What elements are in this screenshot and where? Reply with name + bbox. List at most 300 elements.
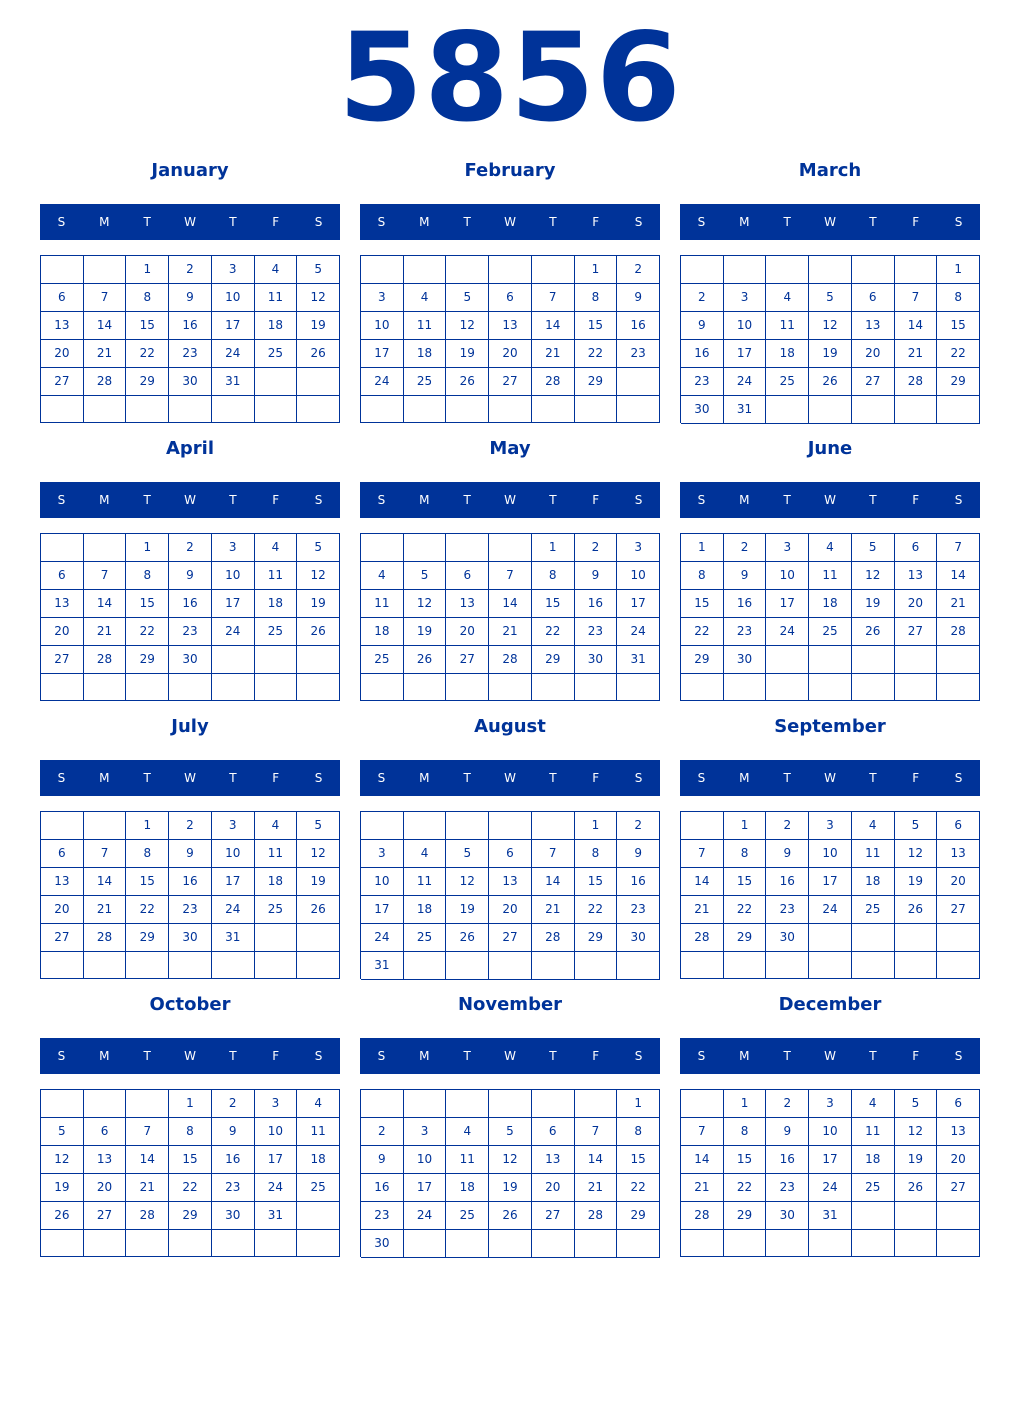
day-cell: 9 <box>724 562 767 590</box>
day-cell: 28 <box>681 1202 724 1230</box>
day-cell: 14 <box>681 1146 724 1174</box>
day-cell: 10 <box>361 868 404 896</box>
weekday-label: M <box>99 1049 110 1063</box>
day-cell: 7 <box>681 840 724 868</box>
empty-day-cell <box>41 534 84 562</box>
day-cell: 7 <box>84 840 127 868</box>
day-cell: 15 <box>724 868 767 896</box>
day-cell: 3 <box>361 840 404 868</box>
empty-day-cell <box>895 1230 938 1257</box>
day-cell: 27 <box>489 924 532 952</box>
empty-day-cell <box>617 952 660 980</box>
day-cell: 22 <box>126 340 169 368</box>
empty-day-cell <box>852 952 895 979</box>
day-cell: 25 <box>255 618 298 646</box>
day-cell: 21 <box>937 590 980 618</box>
day-grid <box>40 533 340 701</box>
empty-day-cell <box>361 534 404 562</box>
day-cell: 25 <box>255 340 298 368</box>
day-grid <box>680 1089 980 1257</box>
day-cell: 1 <box>724 1090 767 1118</box>
weekday-label: T <box>783 1049 791 1063</box>
weekday-label: W <box>824 215 836 229</box>
day-cell: 17 <box>361 340 404 368</box>
day-cell: 21 <box>84 618 127 646</box>
day-cell: 25 <box>297 1174 340 1202</box>
day-cell: 2 <box>361 1118 404 1146</box>
weekday-label: W <box>184 215 196 229</box>
day-cell: 3 <box>766 534 809 562</box>
empty-day-cell <box>532 1230 575 1258</box>
weekday-label: W <box>184 771 196 785</box>
weekday-label: F <box>592 215 600 229</box>
empty-day-cell <box>446 396 489 423</box>
day-cell: 8 <box>126 562 169 590</box>
day-cell: 24 <box>212 618 255 646</box>
month-name: March <box>798 160 862 181</box>
weekday-label: T <box>549 215 557 229</box>
day-cell: 14 <box>937 562 980 590</box>
weekday-label: T <box>143 771 151 785</box>
empty-day-cell <box>895 924 938 952</box>
day-cell: 11 <box>766 312 809 340</box>
empty-day-cell <box>681 1090 724 1118</box>
empty-day-cell <box>446 1090 489 1118</box>
weekday-label: S <box>314 771 323 785</box>
day-grid <box>360 1089 660 1257</box>
empty-day-cell <box>41 674 84 701</box>
day-cell: 30 <box>169 924 212 952</box>
day-cell: 1 <box>937 256 980 284</box>
day-cell: 24 <box>255 1174 298 1202</box>
day-cell: 5 <box>404 562 447 590</box>
year-title: 5856 <box>338 7 682 149</box>
day-cell: 5 <box>852 534 895 562</box>
day-cell: 20 <box>41 896 84 924</box>
empty-day-cell <box>681 1230 724 1257</box>
weekday-label: M <box>419 771 430 785</box>
day-cell: 20 <box>446 618 489 646</box>
empty-day-cell <box>681 674 724 701</box>
day-cell: 13 <box>532 1146 575 1174</box>
day-cell: 2 <box>766 1090 809 1118</box>
empty-day-cell <box>41 812 84 840</box>
day-cell: 16 <box>169 590 212 618</box>
empty-day-cell <box>895 396 938 424</box>
day-cell: 12 <box>489 1146 532 1174</box>
day-cell: 21 <box>532 340 575 368</box>
day-cell: 17 <box>212 590 255 618</box>
day-cell: 15 <box>617 1146 660 1174</box>
weekday-header <box>360 204 660 240</box>
day-cell: 5 <box>297 256 340 284</box>
day-cell: 10 <box>255 1118 298 1146</box>
day-cell: 9 <box>169 562 212 590</box>
day-cell: 4 <box>766 284 809 312</box>
day-cell: 1 <box>575 812 618 840</box>
weekday-label: S <box>377 771 386 785</box>
day-cell: 22 <box>169 1174 212 1202</box>
day-cell: 21 <box>681 896 724 924</box>
empty-day-cell <box>361 1090 404 1118</box>
empty-day-cell <box>575 952 618 980</box>
day-cell: 29 <box>724 1202 767 1230</box>
day-cell: 10 <box>212 840 255 868</box>
day-cell: 8 <box>724 840 767 868</box>
empty-day-cell <box>361 396 404 423</box>
day-cell: 4 <box>446 1118 489 1146</box>
day-cell: 17 <box>212 868 255 896</box>
empty-day-cell <box>169 396 212 423</box>
day-cell: 6 <box>489 284 532 312</box>
day-cell: 24 <box>361 924 404 952</box>
day-cell: 15 <box>126 312 169 340</box>
weekday-label: F <box>592 1049 600 1063</box>
day-cell: 9 <box>766 840 809 868</box>
day-cell: 23 <box>212 1174 255 1202</box>
weekday-header <box>360 1038 660 1074</box>
day-cell: 26 <box>852 618 895 646</box>
weekday-label: S <box>697 1049 706 1063</box>
day-cell: 13 <box>937 1118 980 1146</box>
day-cell: 8 <box>532 562 575 590</box>
day-cell: 21 <box>681 1174 724 1202</box>
day-cell: 27 <box>895 618 938 646</box>
day-cell: 25 <box>766 368 809 396</box>
day-cell: 18 <box>255 312 298 340</box>
day-cell: 1 <box>126 534 169 562</box>
empty-day-cell <box>404 534 447 562</box>
day-cell: 12 <box>446 312 489 340</box>
empty-day-cell <box>766 952 809 979</box>
month-name: June <box>807 438 853 459</box>
day-cell: 14 <box>84 312 127 340</box>
day-cell: 30 <box>361 1230 404 1258</box>
day-cell: 29 <box>617 1202 660 1230</box>
weekday-label: S <box>634 771 643 785</box>
weekday-label: W <box>504 771 516 785</box>
day-cell: 27 <box>489 368 532 396</box>
day-cell: 20 <box>852 340 895 368</box>
day-cell: 21 <box>84 340 127 368</box>
day-cell: 28 <box>84 646 127 674</box>
day-cell: 27 <box>937 896 980 924</box>
day-cell: 13 <box>489 868 532 896</box>
weekday-label: T <box>229 771 237 785</box>
empty-day-cell <box>255 952 298 979</box>
day-cell: 14 <box>489 590 532 618</box>
day-cell: 13 <box>41 590 84 618</box>
day-cell: 3 <box>809 812 852 840</box>
month-name: August <box>474 716 546 737</box>
day-cell: 31 <box>809 1202 852 1230</box>
day-cell: 30 <box>681 396 724 424</box>
day-cell: 26 <box>895 896 938 924</box>
day-cell: 7 <box>532 840 575 868</box>
empty-day-cell <box>84 1230 127 1257</box>
day-cell: 12 <box>852 562 895 590</box>
weekday-label: F <box>592 771 600 785</box>
empty-day-cell <box>404 396 447 423</box>
weekday-label: F <box>912 1049 920 1063</box>
day-cell: 19 <box>297 312 340 340</box>
weekday-label: T <box>549 493 557 507</box>
day-cell: 28 <box>532 924 575 952</box>
weekday-label: S <box>57 215 66 229</box>
day-cell: 23 <box>169 896 212 924</box>
day-cell: 20 <box>84 1174 127 1202</box>
weekday-label: S <box>377 215 386 229</box>
day-cell: 27 <box>852 368 895 396</box>
day-cell: 20 <box>895 590 938 618</box>
day-cell: 6 <box>446 562 489 590</box>
day-cell: 8 <box>617 1118 660 1146</box>
day-cell: 17 <box>617 590 660 618</box>
day-cell: 30 <box>766 924 809 952</box>
day-cell: 25 <box>404 924 447 952</box>
day-cell: 17 <box>255 1146 298 1174</box>
day-cell: 28 <box>532 368 575 396</box>
empty-day-cell <box>809 674 852 701</box>
day-cell: 8 <box>937 284 980 312</box>
day-cell: 11 <box>255 284 298 312</box>
empty-day-cell <box>532 256 575 284</box>
day-cell: 17 <box>212 312 255 340</box>
day-cell: 26 <box>446 368 489 396</box>
empty-day-cell <box>852 674 895 701</box>
day-cell: 14 <box>84 868 127 896</box>
day-cell: 23 <box>169 618 212 646</box>
empty-day-cell <box>809 952 852 979</box>
day-cell: 26 <box>297 896 340 924</box>
weekday-label: T <box>229 215 237 229</box>
empty-day-cell <box>532 396 575 423</box>
weekday-label: T <box>869 771 877 785</box>
day-cell: 18 <box>255 868 298 896</box>
day-cell: 26 <box>41 1202 84 1230</box>
empty-day-cell <box>41 256 84 284</box>
day-cell: 7 <box>489 562 532 590</box>
day-cell: 2 <box>617 812 660 840</box>
day-cell: 13 <box>41 312 84 340</box>
empty-day-cell <box>895 674 938 701</box>
empty-day-cell <box>255 1230 298 1257</box>
day-cell: 6 <box>895 534 938 562</box>
day-cell: 4 <box>852 812 895 840</box>
day-cell: 22 <box>937 340 980 368</box>
day-cell: 4 <box>852 1090 895 1118</box>
weekday-label: M <box>739 215 750 229</box>
day-cell: 1 <box>532 534 575 562</box>
day-grid <box>360 255 660 423</box>
empty-day-cell <box>446 674 489 701</box>
day-cell: 11 <box>361 590 404 618</box>
month-name: May <box>489 438 531 459</box>
day-cell: 29 <box>575 368 618 396</box>
day-cell: 18 <box>404 340 447 368</box>
empty-day-cell <box>617 1230 660 1258</box>
day-cell: 31 <box>361 952 404 980</box>
empty-day-cell <box>532 812 575 840</box>
day-cell: 1 <box>126 812 169 840</box>
day-cell: 5 <box>489 1118 532 1146</box>
day-cell: 19 <box>852 590 895 618</box>
day-cell: 25 <box>255 896 298 924</box>
empty-day-cell <box>297 368 340 396</box>
day-cell: 4 <box>361 562 404 590</box>
day-cell: 2 <box>169 256 212 284</box>
day-cell: 15 <box>937 312 980 340</box>
day-cell: 2 <box>169 812 212 840</box>
empty-day-cell <box>84 534 127 562</box>
day-cell: 22 <box>575 896 618 924</box>
day-cell: 30 <box>169 368 212 396</box>
day-cell: 27 <box>446 646 489 674</box>
day-cell: 11 <box>852 1118 895 1146</box>
day-cell: 3 <box>617 534 660 562</box>
day-cell: 13 <box>895 562 938 590</box>
day-cell: 16 <box>724 590 767 618</box>
day-cell: 7 <box>126 1118 169 1146</box>
empty-day-cell <box>361 256 404 284</box>
day-cell: 7 <box>84 562 127 590</box>
day-cell: 26 <box>404 646 447 674</box>
weekday-header <box>360 482 660 518</box>
day-cell: 30 <box>212 1202 255 1230</box>
empty-day-cell <box>617 396 660 423</box>
month-name: October <box>149 994 231 1015</box>
day-cell: 2 <box>766 812 809 840</box>
day-cell: 26 <box>297 340 340 368</box>
empty-day-cell <box>84 256 127 284</box>
empty-day-cell <box>681 812 724 840</box>
day-cell: 28 <box>895 368 938 396</box>
day-cell: 24 <box>212 896 255 924</box>
weekday-label: T <box>143 1049 151 1063</box>
empty-day-cell <box>681 256 724 284</box>
day-cell: 21 <box>532 896 575 924</box>
day-cell: 18 <box>404 896 447 924</box>
empty-day-cell <box>212 646 255 674</box>
empty-day-cell <box>169 952 212 979</box>
day-cell: 5 <box>446 840 489 868</box>
day-cell: 1 <box>681 534 724 562</box>
day-cell: 19 <box>41 1174 84 1202</box>
day-cell: 12 <box>895 840 938 868</box>
day-cell: 20 <box>937 868 980 896</box>
empty-day-cell <box>84 396 127 423</box>
day-cell: 25 <box>809 618 852 646</box>
day-cell: 22 <box>724 896 767 924</box>
day-cell: 24 <box>617 618 660 646</box>
day-cell: 1 <box>724 812 767 840</box>
day-cell: 22 <box>681 618 724 646</box>
empty-day-cell <box>724 256 767 284</box>
empty-day-cell <box>617 368 660 396</box>
day-cell: 28 <box>937 618 980 646</box>
weekday-label: S <box>697 215 706 229</box>
day-cell: 21 <box>126 1174 169 1202</box>
day-cell: 27 <box>84 1202 127 1230</box>
day-cell: 22 <box>532 618 575 646</box>
day-cell: 22 <box>126 618 169 646</box>
weekday-label: M <box>99 215 110 229</box>
day-cell: 6 <box>852 284 895 312</box>
day-cell: 19 <box>809 340 852 368</box>
day-cell: 25 <box>852 896 895 924</box>
day-cell: 14 <box>895 312 938 340</box>
weekday-label: S <box>954 771 963 785</box>
empty-day-cell <box>532 674 575 701</box>
weekday-label: T <box>783 771 791 785</box>
day-cell: 10 <box>361 312 404 340</box>
month-name: November <box>457 994 563 1015</box>
day-cell: 6 <box>41 284 84 312</box>
day-cell: 6 <box>489 840 532 868</box>
day-cell: 5 <box>41 1118 84 1146</box>
day-cell: 11 <box>297 1118 340 1146</box>
day-cell: 29 <box>724 924 767 952</box>
weekday-label: W <box>824 1049 836 1063</box>
empty-day-cell <box>937 674 980 701</box>
month-name: September <box>774 716 886 737</box>
day-cell: 10 <box>404 1146 447 1174</box>
day-cell: 4 <box>297 1090 340 1118</box>
weekday-label: T <box>143 493 151 507</box>
weekday-header <box>680 1038 980 1074</box>
day-cell: 14 <box>681 868 724 896</box>
empty-day-cell <box>895 256 938 284</box>
day-cell: 21 <box>575 1174 618 1202</box>
empty-day-cell <box>297 396 340 423</box>
empty-day-cell <box>575 1230 618 1258</box>
day-cell: 23 <box>766 896 809 924</box>
weekday-label: T <box>463 493 471 507</box>
weekday-label: F <box>272 771 280 785</box>
day-cell: 4 <box>404 840 447 868</box>
empty-day-cell <box>84 674 127 701</box>
day-cell: 15 <box>169 1146 212 1174</box>
day-cell: 12 <box>404 590 447 618</box>
weekday-label: T <box>783 493 791 507</box>
weekday-label: S <box>634 1049 643 1063</box>
weekday-header <box>680 482 980 518</box>
day-cell: 3 <box>255 1090 298 1118</box>
day-cell: 17 <box>809 868 852 896</box>
day-cell: 6 <box>937 812 980 840</box>
day-cell: 3 <box>212 534 255 562</box>
weekday-header <box>40 204 340 240</box>
day-cell: 5 <box>895 1090 938 1118</box>
day-cell: 3 <box>724 284 767 312</box>
weekday-label: F <box>912 215 920 229</box>
weekday-label: T <box>229 1049 237 1063</box>
empty-day-cell <box>297 924 340 952</box>
day-cell: 4 <box>255 534 298 562</box>
day-cell: 16 <box>617 868 660 896</box>
weekday-label: F <box>912 493 920 507</box>
weekday-label: M <box>419 1049 430 1063</box>
day-cell: 13 <box>852 312 895 340</box>
day-cell: 26 <box>297 618 340 646</box>
day-cell: 18 <box>852 1146 895 1174</box>
empty-day-cell <box>361 812 404 840</box>
day-cell: 11 <box>255 562 298 590</box>
day-cell: 28 <box>575 1202 618 1230</box>
day-cell: 13 <box>937 840 980 868</box>
day-cell: 26 <box>809 368 852 396</box>
day-cell: 26 <box>446 924 489 952</box>
